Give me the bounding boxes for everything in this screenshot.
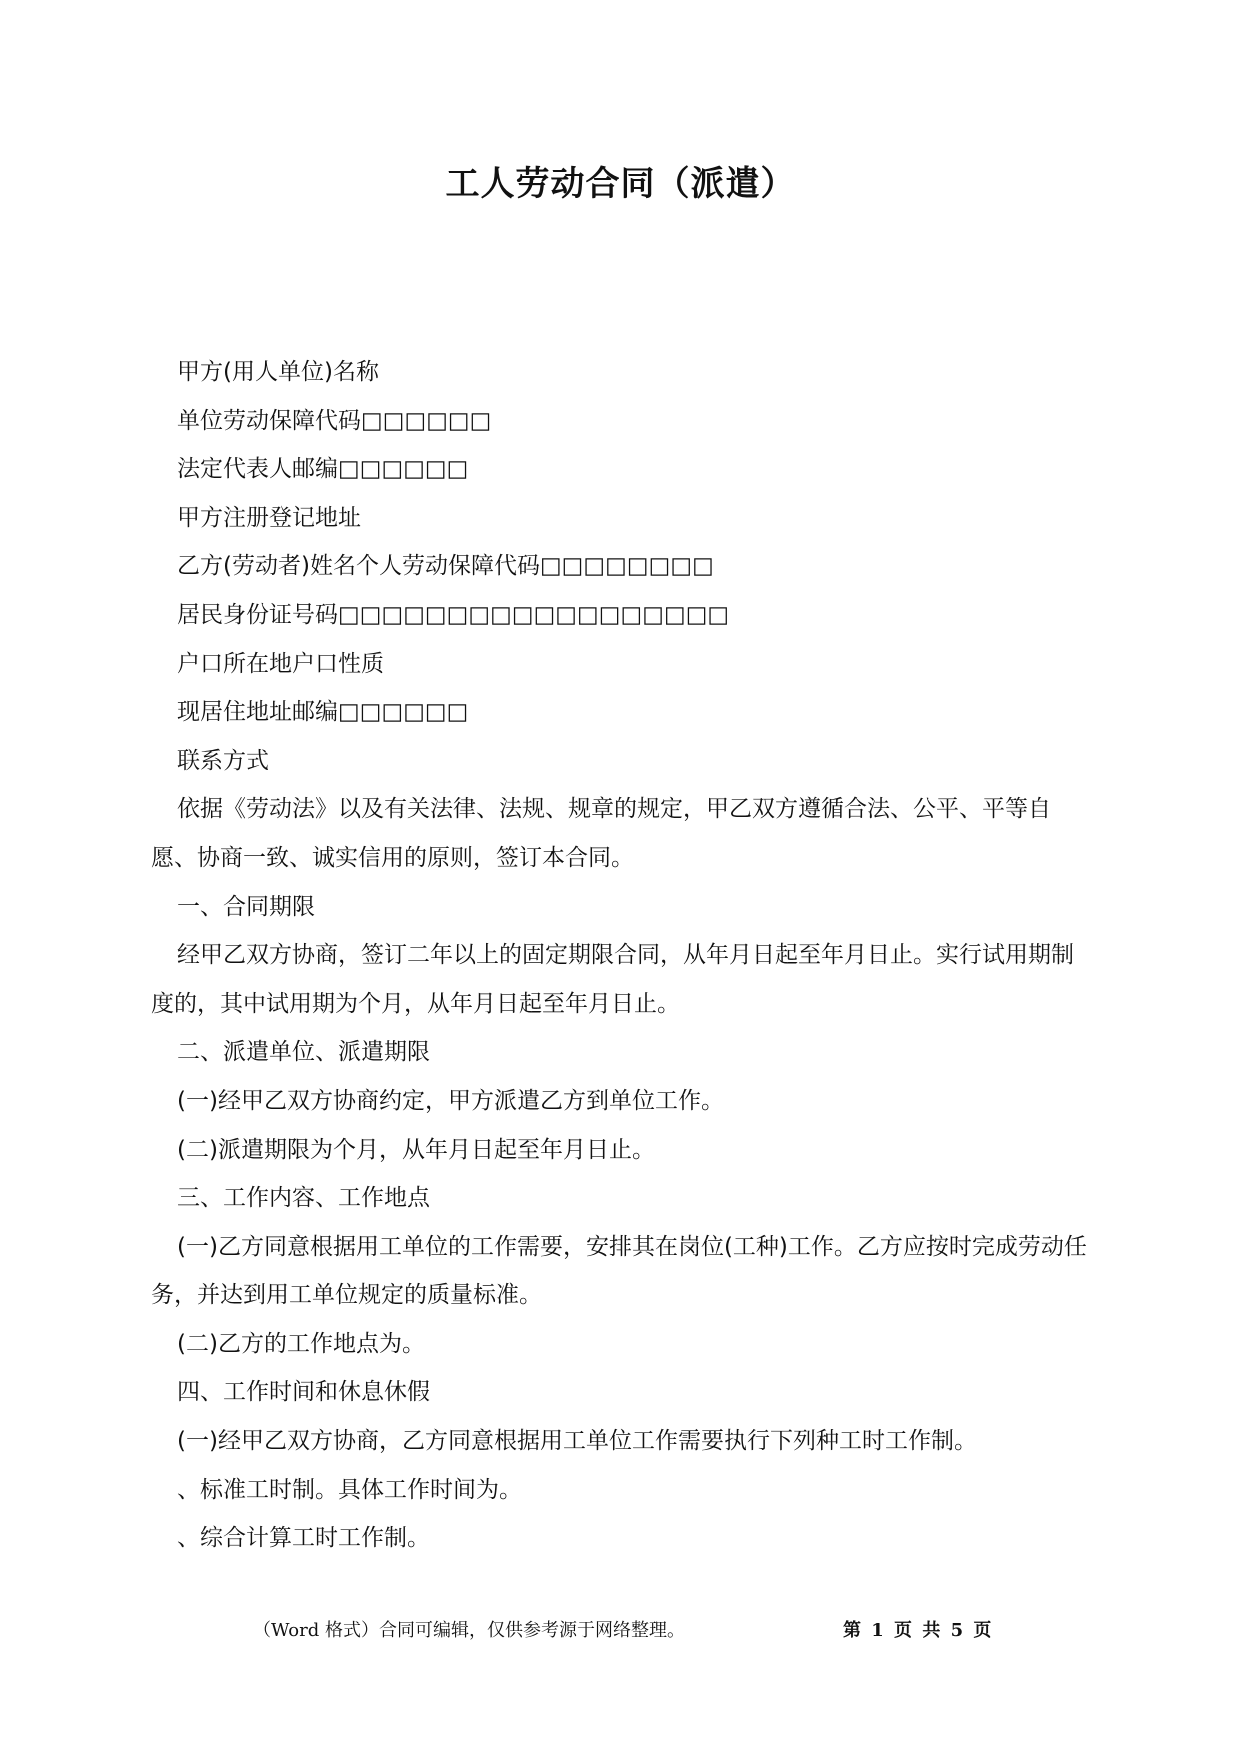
- paragraph-current-address: 现居住地址邮编□□□□□□: [177, 699, 469, 726]
- section-heading-dispatch: 二、派遣单位、派遣期限: [177, 1039, 430, 1066]
- paragraph-legal-rep: 法定代表人邮编□□□□□□: [177, 456, 469, 483]
- paragraph-party-b-name: 乙方(劳动者)姓名个人劳动保障代码□□□□□□□□: [177, 553, 714, 580]
- paragraph-comprehensive-hours: 、综合计算工时工作制。: [177, 1525, 430, 1552]
- paragraph-standard-hours: 、标准工时制。具体工作时间为。: [177, 1476, 522, 1503]
- paragraph-term: 经甲乙双方协商，签订二年以上的固定期限合同，从年月日起至年月日止。实行试用期制度的，其中试用期为个月，从年月日起至年月日止。: [151, 942, 1074, 1017]
- paragraph-contact: 联系方式: [177, 747, 269, 774]
- section-heading-work-hours: 四、工作时间和休息休假: [177, 1379, 430, 1406]
- document-body: [151, 348, 1091, 1563]
- document-title: 工人劳动合同（派遣）: [445, 164, 796, 204]
- section-heading-work-content: 三、工作内容、工作地点: [177, 1185, 430, 1212]
- paragraph-work-content-2: (二)乙方的工作地点为。: [177, 1330, 425, 1357]
- paragraph-hukou: 户口所在地户口性质: [177, 650, 384, 677]
- paragraph-work-hours-1: (一)经甲乙双方协商，乙方同意根据用工单位工作需要执行下列种工时工作制。: [177, 1428, 977, 1455]
- section-heading-term: 一、合同期限: [177, 893, 315, 920]
- paragraph-preamble: 依据《劳动法》以及有关法律、法规、规章的规定，甲乙双方遵循合法、公平、平等自愿、协商一致、诚实信用的原则，签订本合同。: [151, 796, 1051, 871]
- paragraph-unit-code: 单位劳动保障代码□□□□□□: [177, 407, 492, 434]
- paragraph-dispatch-1: (一)经甲乙双方协商约定，甲方派遣乙方到单位工作。: [177, 1087, 724, 1114]
- page-number: 第 1 页 共 5 页: [843, 1620, 994, 1641]
- paragraph-party-a-name: 甲方(用人单位)名称: [177, 359, 379, 385]
- paragraph-id-number: 居民身份证号码□□□□□□□□□□□□□□□□□□: [177, 601, 730, 628]
- paragraph-party-a-address: 甲方注册登记地址: [177, 504, 361, 531]
- paragraph-dispatch-2: (二)派遣期限为个月，从年月日起至年月日止。: [177, 1136, 655, 1163]
- footer-note: （Word 格式）合同可编辑，仅供参考源于网络整理。: [253, 1620, 685, 1641]
- paragraph-work-content-1: (一)乙方同意根据用工单位的工作需要，安排其在岗位(工种)工作。乙方应按时完成劳动任务，并达到用工单位规定的质量标准。: [151, 1233, 1087, 1309]
